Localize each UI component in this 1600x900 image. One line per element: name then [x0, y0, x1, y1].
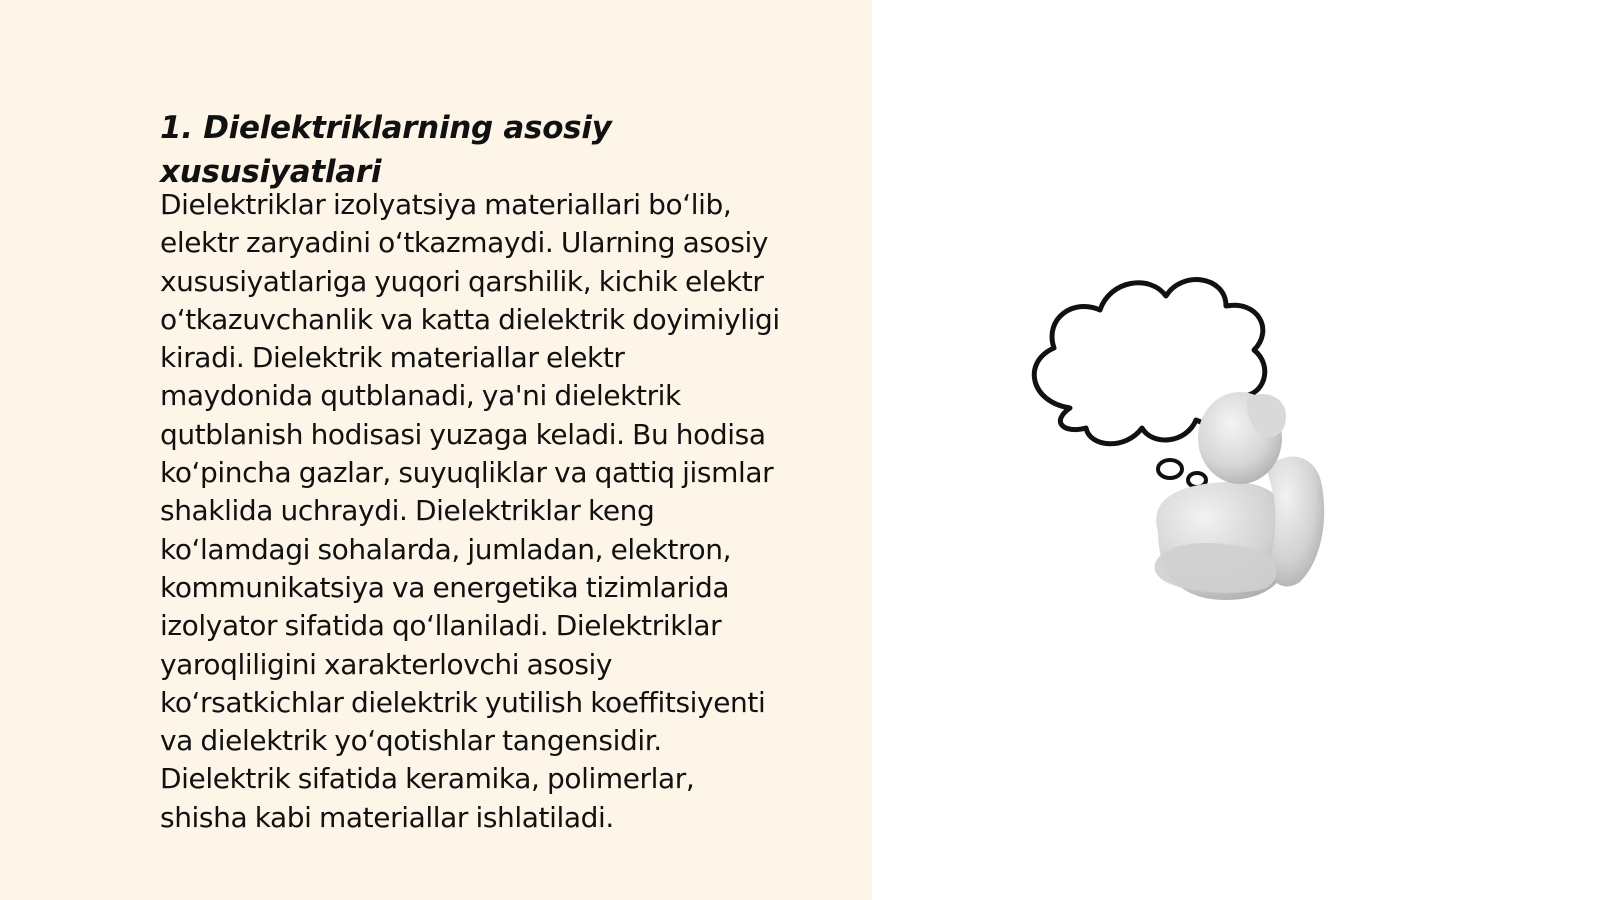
- body-line: ko‘rsatkichlar dielektrik yutilish koeffitsiyenti: [160, 685, 766, 719]
- body-line: ko‘lamdagi sohalarda, jumladan, elektron,: [160, 532, 732, 566]
- body-line: kommunikatsiya va energetika tizimlarida: [160, 570, 730, 604]
- body-line: o‘tkazuvchanlik va katta dielektrik doyimiyligi: [160, 302, 780, 336]
- slide-title-line-2: xususiyatlari: [160, 154, 382, 190]
- body-line: va dielektrik yo‘qotishlar tangensidir.: [160, 724, 662, 758]
- body-line: xususiyatlariga yuqori qarshilik, kichik elektr: [160, 264, 764, 298]
- slide-title-line-1: 1. Dielektriklarning asosiy: [160, 110, 612, 146]
- body-line: shisha kabi materiallar ishlatiladi.: [160, 800, 614, 834]
- body-line: ko‘pincha gazlar, suyuqliklar va qattiq jismlar: [160, 456, 774, 490]
- slide-body-text: [160, 186, 840, 837]
- body-line: maydonida qutblanadi, ya'ni dielektrik: [160, 379, 681, 413]
- thinking-person-icon: [1030, 270, 1350, 620]
- body-line: shaklida uchraydi. Dielektriklar keng: [160, 494, 655, 528]
- body-line: yaroqliligini xarakterlovchi asosiy: [160, 647, 613, 681]
- body-line: izolyator sifatida qo‘llaniladi. Dielektriklar: [160, 609, 722, 643]
- body-line: qutblanish hodisasi yuzaga keladi. Bu hodisa: [160, 417, 766, 451]
- body-line: Dielektrik sifatida keramika, polimerlar,: [160, 762, 695, 796]
- body-line: Dielektriklar izolyatsiya materiallari bo‘lib,: [160, 188, 732, 221]
- body-line: elektr zaryadini o‘tkazmaydi. Ularning asosiy: [160, 226, 769, 260]
- slide-title: [160, 106, 720, 194]
- body-line: kiradi. Dielektrik materiallar elektr: [160, 341, 625, 375]
